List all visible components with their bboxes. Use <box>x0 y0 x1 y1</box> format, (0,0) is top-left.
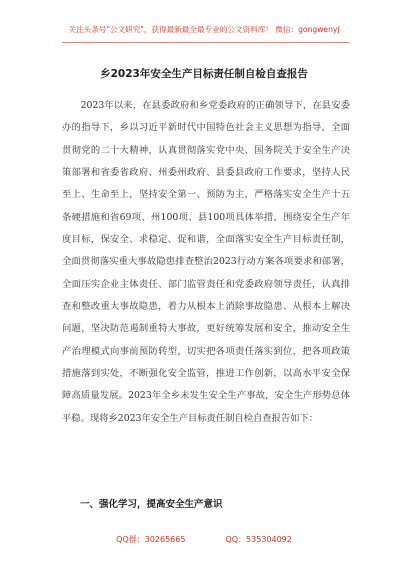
section-heading: 一、强化学习，提高安全生产意识 <box>80 499 223 510</box>
footer-contact <box>0 534 408 545</box>
footer-qq-number: QQ：535304092 <box>225 535 292 544</box>
header-promo-note: 关注头条号"公文研究"，获得最新最全最专业的公文资料库！ 微信：gongwenyj <box>68 25 340 34</box>
header-divider <box>62 42 349 43</box>
footer-qq-group: QQ群：30265665 <box>116 535 186 544</box>
document-title: 乡2023年安全生产目标责任制自检自查报告 <box>100 68 308 80</box>
document-body-paragraph: 2023年以来，在县委政府和乡党委政府的正确领导下，在县安委办的指导下，乡以习近平新时代中国特色社会主义思想为指导，全面贯彻党的二十大精神，认真贯彻落实党中央、国务院关于安全生产决策部署和省委省政府、州委州政府、县委县政府工作要求，坚持人民至上、生命至上，坚持安全第一、预防为主，严格落实安全生产十五条硬措施和省69项、州100项、县100项具体举措，围绕安全生产年度目标，保安全、求稳定、促和谐，全面落实安全生产目标责任制，全面贯彻落实重大事故隐患排查整治2023行动方案各项要求和部署，全面压实企业主体责任、部门监管责任和党委政府领导责任，认真排查和整改重大事故隐患，着力从根本上消除事故隐患、从根本上解决问题，坚决防范遏制重特大事故，更好统筹发展和安全，推动安全生产治理模式向事前预防转型，切实把各项责任落实到位，把各项政策措施落到实处，不断强化安全监管，推进工作创新，以高水平安全保障高质量发展。2023年全乡未发生安全生产事故，安全生产形势总体平稳。现将乡2023年安全生产目标责任制自检自查报告如下： <box>62 100 350 424</box>
